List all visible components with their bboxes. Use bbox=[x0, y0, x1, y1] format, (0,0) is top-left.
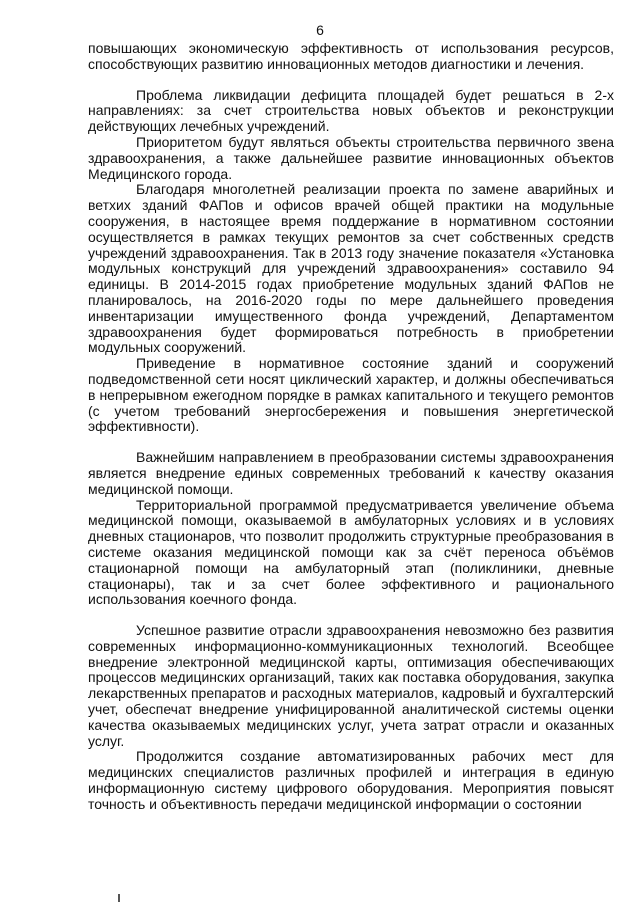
paragraph-8: Успешное развитие отрасли здравоохранения невозможно без развития современных информационно-коммуникационных технологий. Всеобщее внедрение электронной медицинской карты, оптимизация обеспечивающих процессов медицинских организаций, таких как поставка оборудования, закупка лекарственных препаратов и расходных материалов, кадровый и бухгалтерский учет, обеспечат внедрение унифицированной аналитической системы оценки качества оказываемых медицинских услуг, учета затрат отрасли и оказанных услуг. bbox=[88, 622, 614, 749]
document-body bbox=[88, 41, 614, 813]
paragraph-4: Благодаря многолетней реализации проекта по замене аварийных и ветхих зданий ФАПов и офисов врачей общей практики на модульные сооружения, в настоящее время поддержание в нормативном состоянии осуществляется в рамках текущих ремонтов за счет собственных средств учреждений здравоохранения. Так в 2013 году значение показателя «Установка модульных конструкций для учреждений здравоохранения» составило 94 единицы. В 2014-2015 годах приобретение модульных зданий ФАПов не планировалось, на 2016-2020 годы по мере дальнейшего проведения инвентаризации имущественного фонда учреждений, Департаментом здравоохранения будет формироваться потребность в приобретении модульных сооружений. bbox=[88, 181, 614, 356]
paragraph-6: Важнейшим направлением в преобразовании системы здравоохранения является внедрение единых современных требований к качеству оказания медицинской помощи. bbox=[88, 449, 614, 497]
page-number: 6 bbox=[316, 22, 324, 38]
paragraph-5: Приведение в нормативное состояние зданий и сооружений подведомственной сети носят циклический характер, и должны обеспечиваться в непрерывном ежегодном порядке в рамках капитального и текущего ремонтов (с учетом требований энергосбережения и повышения энергетической эффективности). bbox=[88, 355, 614, 435]
paragraph-3: Приоритетом будут являться объекты строительства первичного звена здравоохранения, а также дальнейшее развитие инновационных объектов Медицинского города. bbox=[88, 133, 614, 182]
paragraph-2: Проблема ликвидации дефицита площадей будет решаться в 2-х направлениях: за счет строительства новых объектов и реконструкции действующих лечебных учреждений. bbox=[88, 86, 614, 135]
scan-margin-mark bbox=[118, 894, 120, 902]
paragraph-9: Продолжится создание автоматизированных рабочих мест для медицинских специалистов различных профилей и интеграция в единую информационную систему цифрового оборудования. Мероприятия повысят точность и объективность передачи медицинской информации о состоянии bbox=[88, 748, 614, 812]
paragraph-1: повышающих экономическую эффективность от использования ресурсов, способствующих развитию инновационных методов диагностики и лечения. bbox=[88, 40, 614, 72]
paragraph-7: Территориальной программой предусматривается увеличение объема медицинской помощи, оказываемой в амбулаторных условиях и в условиях дневных стационаров, что позволит продолжить структурные преобразования в системе оказания медицинской помощи как за счёт переноса объёмов стационарной помощи на амбулаторный этап (поликлиники, дневные стационары), так и за счет более эффективного и рационального использования коечного фонда. bbox=[88, 496, 614, 608]
